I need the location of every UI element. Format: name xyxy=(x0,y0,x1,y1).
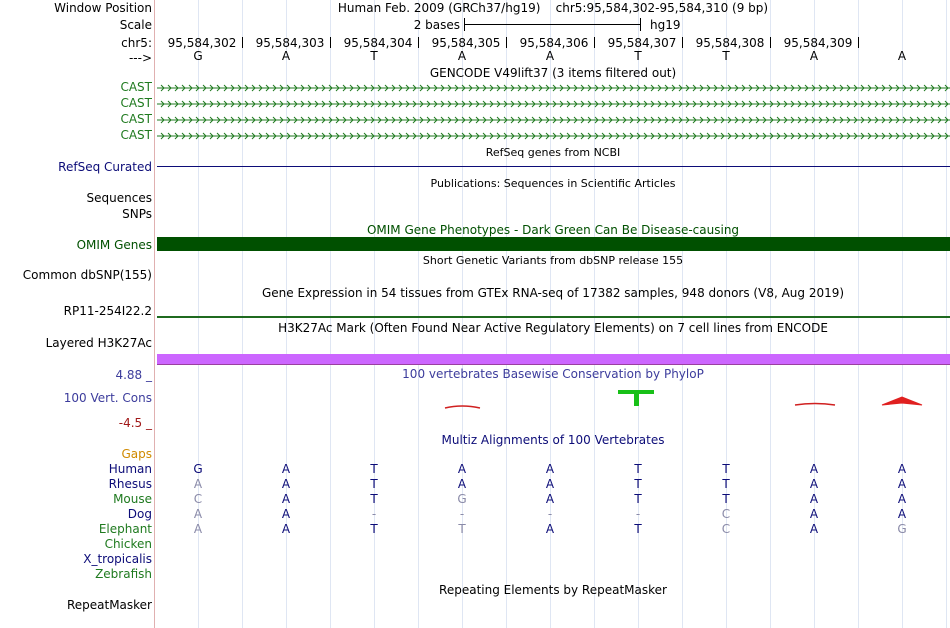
alignment-base: - xyxy=(547,507,553,521)
dbsnp-track-label[interactable]: Common dbSNP(155) xyxy=(22,268,152,282)
gridline xyxy=(242,0,243,628)
gridline xyxy=(330,0,331,628)
alignment-base: T xyxy=(634,492,642,506)
alignment-base: C xyxy=(193,492,203,506)
alignment-base: T xyxy=(722,477,730,491)
coordinate-tick xyxy=(418,37,419,48)
gencode-transcript-feature[interactable] xyxy=(157,99,950,109)
scale-label: Scale xyxy=(119,18,152,32)
coordinate-tick-label: 95,584,302 xyxy=(167,36,237,50)
reference-base: A xyxy=(545,49,555,63)
alignment-base: A xyxy=(897,477,907,491)
scale-bar-right-tick xyxy=(640,18,641,31)
refseq-track-title: RefSeq genes from NCBI xyxy=(485,146,621,159)
gtex-track-title: Gene Expression in 54 tissues from GTEx RNA-seq of 17382 samples, 948 donors (V8, Aug 2019) xyxy=(261,286,845,300)
species-label[interactable]: Dog xyxy=(127,507,152,521)
alignment-base: A xyxy=(545,492,555,506)
h3k27ac-baseline xyxy=(157,364,950,365)
gencode-item-label[interactable]: CAST xyxy=(120,128,152,142)
alignment-base: A xyxy=(457,477,467,491)
scale-assembly: hg19 xyxy=(650,18,681,32)
reference-base: A xyxy=(897,49,907,63)
gridline xyxy=(946,0,947,628)
alignment-base: A xyxy=(193,522,203,536)
gencode-item-label[interactable]: CAST xyxy=(120,112,152,126)
reference-base: T xyxy=(634,49,642,63)
gridline xyxy=(682,0,683,628)
coordinate-tick xyxy=(770,37,771,48)
repeatmasker-track-title: Repeating Elements by RepeatMasker xyxy=(439,583,667,597)
coordinate-tick-label: 95,584,304 xyxy=(343,36,413,50)
alignment-base: A xyxy=(809,522,819,536)
coordinate-tick-label: 95,584,305 xyxy=(431,36,501,50)
coordinate-tick-label: 95,584,308 xyxy=(695,36,765,50)
alignment-base: T xyxy=(370,522,378,536)
repeatmasker-track-label[interactable]: RepeatMasker xyxy=(66,598,152,612)
omim-feature-bar[interactable] xyxy=(157,237,950,251)
gridline xyxy=(418,0,419,628)
species-label[interactable]: Elephant xyxy=(98,522,152,536)
alignment-base: A xyxy=(457,462,467,476)
alignment-base: G xyxy=(897,522,907,536)
alignment-base: A xyxy=(809,477,819,491)
gencode-track-title: GENCODE V49lift37 (3 items filtered out) xyxy=(429,66,677,80)
species-label[interactable]: X_tropicalis xyxy=(83,552,152,566)
alignment-base: A xyxy=(281,477,291,491)
alignment-base: A xyxy=(193,477,203,491)
alignment-base: A xyxy=(809,507,819,521)
gencode-item-label[interactable]: CAST xyxy=(120,80,152,94)
refseq-feature-line[interactable] xyxy=(157,166,950,167)
window-position-label: Window Position xyxy=(54,1,152,15)
species-label[interactable]: Human xyxy=(108,462,152,476)
coordinate-tick xyxy=(594,37,595,48)
scale-text: 2 bases xyxy=(413,18,460,32)
alignment-base: T xyxy=(370,462,378,476)
alignment-base: A xyxy=(281,492,291,506)
chromosome-label: chr5: xyxy=(121,36,152,50)
omim-track-title: OMIM Gene Phenotypes - Dark Green Can Be Disease-causing xyxy=(366,223,740,237)
alignment-base: T xyxy=(634,477,642,491)
gencode-transcript-feature[interactable] xyxy=(157,131,950,141)
h3k27ac-track-title: H3K27Ac Mark (Often Found Near Active Regulatory Elements) on 7 cell lines from ENCODE xyxy=(278,321,828,335)
alignment-base: C xyxy=(721,522,731,536)
coordinate-tick xyxy=(242,37,243,48)
species-label[interactable]: Mouse xyxy=(113,492,152,506)
h3k27ac-signal-bar[interactable] xyxy=(157,354,950,364)
gencode-item-label[interactable]: CAST xyxy=(120,96,152,110)
coordinate-tick-label: 95,584,306 xyxy=(519,36,589,50)
alignment-base: T xyxy=(370,492,378,506)
alignment-base: T xyxy=(370,477,378,491)
alignment-base: A xyxy=(809,492,819,506)
alignment-base: - xyxy=(635,507,641,521)
gridline xyxy=(506,0,507,628)
alignment-base: - xyxy=(459,507,465,521)
alignment-base: G xyxy=(193,462,203,476)
alignment-base: A xyxy=(897,507,907,521)
coordinate-tick xyxy=(330,37,331,48)
dbsnp-track-title: Short Genetic Variants from dbSNP release 155 xyxy=(422,254,684,267)
scale-bar-left-tick xyxy=(464,18,465,31)
coordinate-tick xyxy=(682,37,683,48)
gtex-feature-line[interactable] xyxy=(157,316,950,318)
coordinate-tick-label: 95,584,303 xyxy=(255,36,325,50)
alignment-base: T xyxy=(634,462,642,476)
alignment-base: A xyxy=(809,462,819,476)
coordinate-tick-label: 95,584,307 xyxy=(607,36,677,50)
conservation-track-title: 100 vertebrates Basewise Conservation by PhyloP xyxy=(402,367,704,381)
alignment-base: T xyxy=(722,492,730,506)
coordinate-tick xyxy=(858,37,859,48)
reference-base: T xyxy=(722,49,730,63)
reference-base: A xyxy=(457,49,467,63)
window-position-text: Human Feb. 2009 (GRCh37/hg19) chr5:95,584,302-95,584,310 (9 bp) xyxy=(337,1,769,15)
gridline xyxy=(770,0,771,628)
gridline xyxy=(858,0,859,628)
alignment-base: A xyxy=(897,462,907,476)
h3k27ac-track-label[interactable]: Layered H3K27Ac xyxy=(45,336,152,350)
species-label[interactable]: Chicken xyxy=(104,537,152,551)
reference-base: G xyxy=(193,49,203,63)
gencode-transcript-feature[interactable] xyxy=(157,115,950,125)
conservation-track-label[interactable]: 100 Vert. Cons xyxy=(63,391,152,405)
alignment-base: A xyxy=(193,507,203,521)
alignment-base: A xyxy=(545,462,555,476)
gtex-track-label[interactable]: RP11-254I22.2 xyxy=(63,304,152,318)
alignment-base: A xyxy=(281,507,291,521)
reference-base: A xyxy=(809,49,819,63)
gridline xyxy=(594,0,595,628)
alignment-base: T xyxy=(634,522,642,536)
refseq-track-label[interactable]: RefSeq Curated xyxy=(58,160,152,174)
coordinate-tick-label: 95,584,309 xyxy=(783,36,853,50)
publications-track-title: Publications: Sequences in Scientific Articles xyxy=(430,177,676,190)
gencode-transcript-feature[interactable] xyxy=(157,83,950,93)
omim-track-label[interactable]: OMIM Genes xyxy=(76,238,152,252)
conservation-min-label: -4.5 _ xyxy=(118,416,152,430)
alignment-base: A xyxy=(281,462,291,476)
multiz-track-title: Multiz Alignments of 100 Vertebrates xyxy=(441,433,665,447)
species-label[interactable]: Rhesus xyxy=(108,477,152,491)
alignment-base: T xyxy=(458,522,466,536)
alignment-base: T xyxy=(722,462,730,476)
multiz-gaps-label[interactable]: Gaps xyxy=(121,447,152,461)
snps-track-label[interactable]: SNPs xyxy=(122,207,152,221)
alignment-base: - xyxy=(371,507,377,521)
alignment-base: A xyxy=(897,492,907,506)
sequences-track-label[interactable]: Sequences xyxy=(86,191,152,205)
reference-base: T xyxy=(370,49,378,63)
species-label[interactable]: Zebrafish xyxy=(95,567,152,581)
label-column-separator xyxy=(154,0,155,628)
alignment-base: C xyxy=(721,507,731,521)
alignment-base: A xyxy=(545,522,555,536)
alignment-base: A xyxy=(545,477,555,491)
scale-bar xyxy=(464,24,640,25)
alignment-base: G xyxy=(457,492,467,506)
reference-base: A xyxy=(281,49,291,63)
conservation-max-label: 4.88 _ xyxy=(115,368,152,382)
strand-label: ---> xyxy=(128,51,152,65)
coordinate-tick xyxy=(506,37,507,48)
alignment-base: A xyxy=(281,522,291,536)
